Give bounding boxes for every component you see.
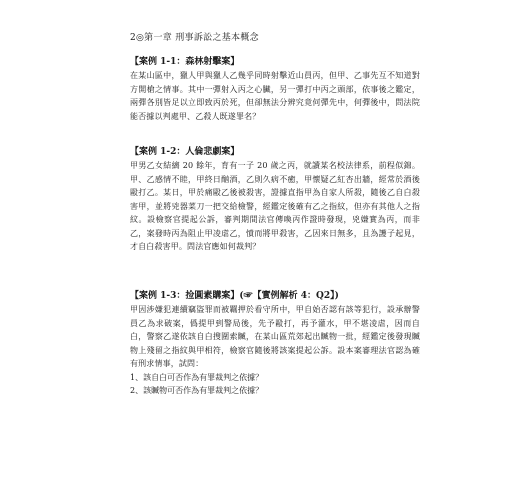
case-title: 【案例 1-2：人倫悲劇案】 (130, 147, 240, 157)
case-1-1 (130, 56, 420, 123)
question-item: 2、該贓物可否作為有罪裁判之依據？ (130, 386, 264, 395)
case-title: 【案例 1-1：森林射擊案】 (130, 57, 240, 67)
case-body: 甲因涉嫌犯連續竊盜罪而被羈押於看守所中，甲自始否認有該等犯行，設承辦警員乙為求破案，僞提甲到警局後，先予毆打，再予灌水，甲不堪凌虐，因而自白，警察乙遂依該自白搜圍索贓，在某山區荒郊起出贓物一批，經鑑定後發現贓物上殘留之指紋與甲相符，檢察官隨後將該案提起公訴。設本案審理法官認為確有刑求情事，試問： (130, 305, 420, 368)
case-title: 【案例 1-3：捡圓素購案】(☞【實例解析 4：Q2】) (130, 291, 339, 301)
case-body: 甲男乙女結縭 20 餘年，育有一子 20 歲之丙，就讀某名校法律系，前程似錦。甲、乙感情不睦，甲終日酗酒，乙則久病不癒，甲懷疑乙紅杏出牆，經常於酒後毆打乙。某日，甲於痛毆乙後被殺害，證據直指甲為自家人所殺，隨後乙自白殺害甲，並將兇器菜刀一把交給檢警，經鑑定後確有乙之指紋，但亦有其他人之指紋。設檢察官提起公訴，審判期間法官傳喚丙作證時發現，兇嫌實為丙，而非乙，案發時丙為阻止甲凌虐乙，憤而將甲殺害，乙因來日無多，且為護子起見，才自白殺害甲。問法官應如何裁判？ (130, 161, 420, 251)
case-body: 在某山區中，獵人甲與獵人乙幾乎同時射擊近山員丙，但甲、乙事先互不知道對方開槍之情事。其中一彈射入丙之心臟，另一彈打中丙之頭部，依事後之鑑定，兩彈各別皆足以立即致丙於死，但卻無法分辨究竟何彈先中，何彈後中，問法院能否據以判處甲、乙殺人既遂罪名？ (130, 71, 420, 121)
case-1-2 (130, 146, 420, 254)
case-1-3 (130, 290, 420, 398)
question-item: 1、該自白可否作為有罪裁判之依據？ (130, 372, 264, 382)
running-header: 2◎第一章 刑事訴訟之基本概念 (130, 33, 259, 43)
